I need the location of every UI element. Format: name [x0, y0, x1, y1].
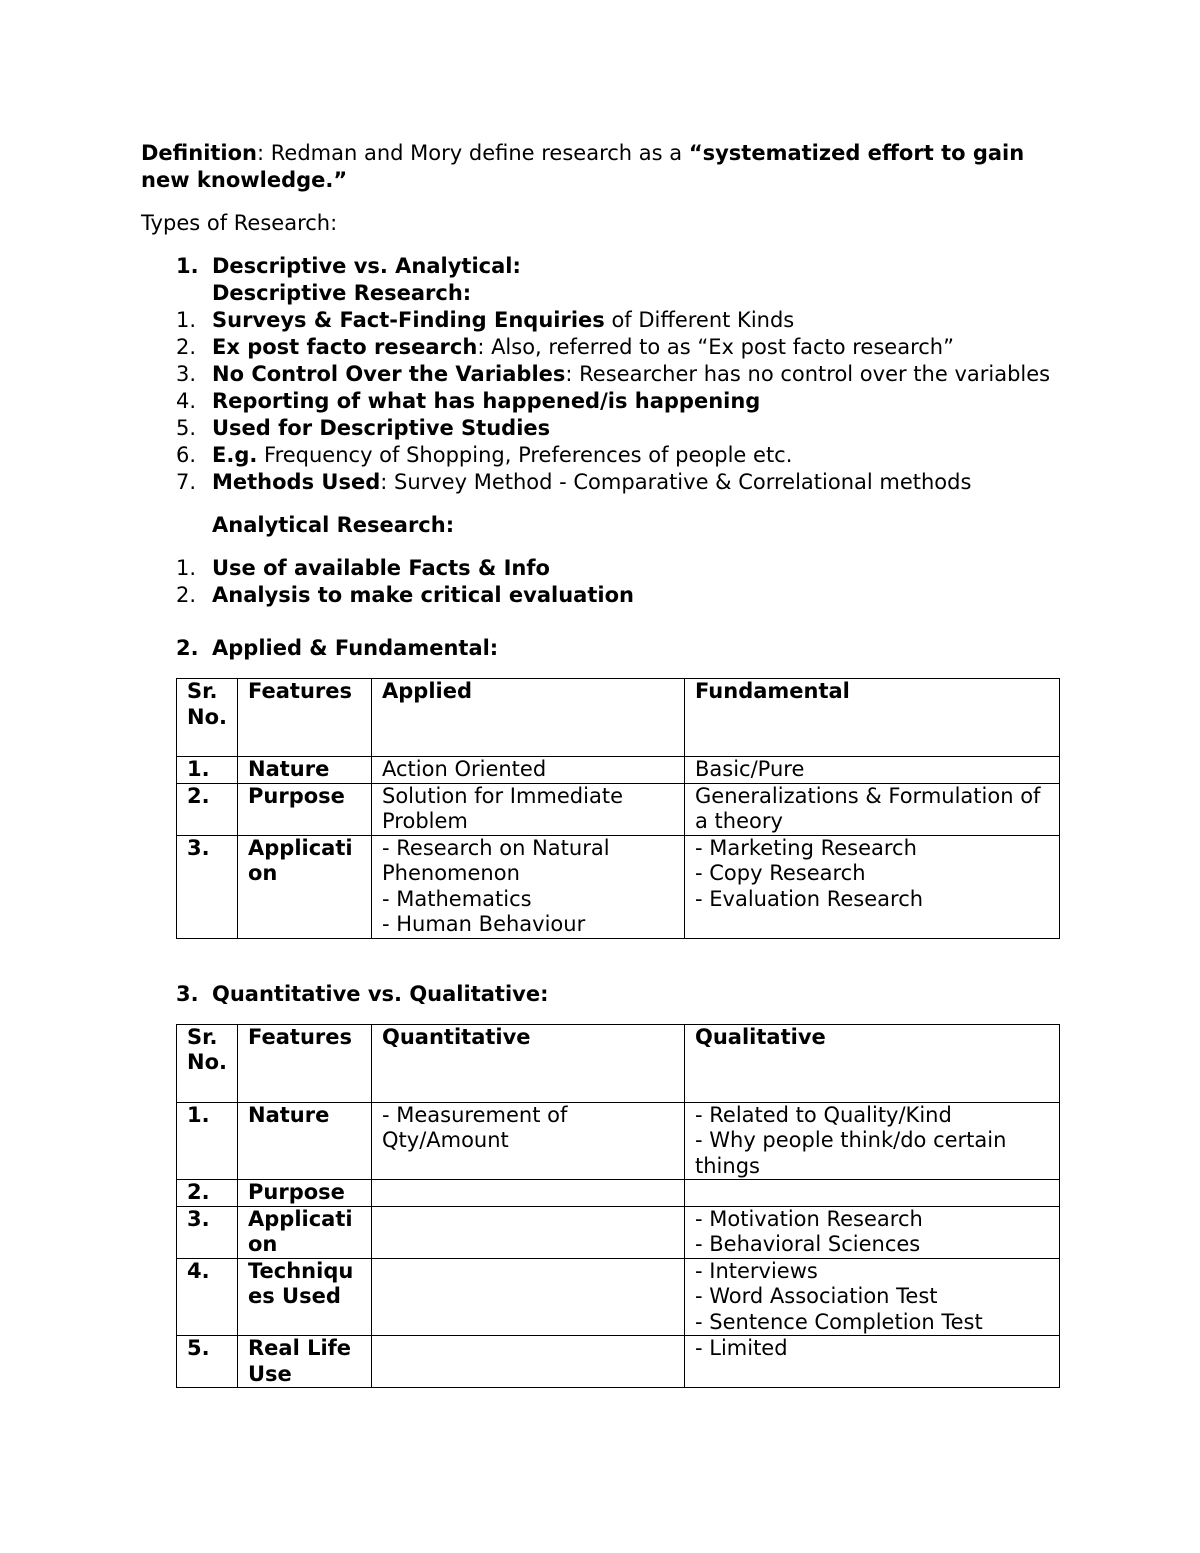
section-applied-fundamental — [141, 635, 1061, 662]
section1-heading — [176, 253, 1061, 280]
table-row: 4. Techniques Used - Interviews - Word Association Test - Sentence Completion Test — [177, 1258, 1060, 1336]
types-heading: Types of Research: — [141, 211, 338, 235]
header-cell: Fundamental — [685, 679, 1060, 757]
table-row: 3. Application - Motivation Research - Behavioral Sciences — [177, 1206, 1060, 1258]
list-item: 6. E.g. Frequency of Shopping, Preferences of people etc. — [176, 443, 793, 467]
list-item: 5. Used for Descriptive Studies — [176, 416, 551, 440]
header-cell: Features — [238, 679, 372, 757]
table-header-row — [177, 679, 1060, 757]
header-cell: Applied — [372, 679, 685, 757]
document-page — [141, 140, 1061, 1388]
list-item: 3. No Control Over the Variables: Researcher has no control over the variables — [176, 362, 1051, 386]
section1-number: 1. — [176, 254, 199, 278]
quantitative-qualitative-table — [176, 1024, 1060, 1389]
list-item: 2. Analysis to make critical evaluation — [176, 583, 634, 607]
table-row: 1. Nature - Measurement of Qty/Amount - Related to Quality/Kind - Why people think/do certain things — [177, 1102, 1060, 1180]
section-quantitative-qualitative — [141, 981, 1061, 1008]
header-cell: Sr. No. — [177, 1024, 238, 1102]
definition-label: Definition — [141, 141, 258, 165]
section3-title: Quantitative vs. Qualitative: — [212, 981, 549, 1006]
list-item: 7. Methods Used: Survey Method - Comparative & Correlational methods — [176, 470, 972, 494]
table-header-row — [177, 1024, 1060, 1102]
header-cell: Quantitative — [372, 1024, 685, 1102]
definition-text: Redman and Mory define research as a — [264, 141, 689, 165]
analytical-list — [141, 555, 1061, 609]
section3-number: 3. — [176, 981, 199, 1006]
table-row: 1. Nature Action Oriented Basic/Pure — [177, 757, 1060, 784]
section-descriptive-analytical — [141, 253, 1061, 307]
descriptive-list — [141, 307, 1061, 496]
definition-colon: : — [257, 141, 265, 165]
table-row: 5. Real Life Use - Limited — [177, 1336, 1060, 1388]
list-item: 1. Use of available Facts & Info — [176, 556, 550, 580]
list-item: 2. Ex post facto research: Also, referred to as “Ex post facto research” — [176, 335, 954, 359]
table-row: 2. Purpose — [177, 1180, 1060, 1207]
definition-paragraph — [141, 140, 1061, 194]
table-row: 2. Purpose Solution for Immediate Problem Generalizations & Formulation of a theory — [177, 783, 1060, 835]
header-cell: Sr. No. — [177, 679, 238, 757]
section1-title: Descriptive vs. Analytical: — [212, 254, 521, 278]
table-row: 3. Application - Research on Natural Phenomenon - Mathematics - Human Behaviour - Marketing Research - Copy Research - Evaluation Research — [177, 835, 1060, 938]
header-cell: Features — [238, 1024, 372, 1102]
analytical-heading: Analytical Research: — [212, 513, 455, 537]
header-cell: Qualitative — [685, 1024, 1060, 1102]
list-item: 1. Surveys & Fact-Finding Enquiries of Different Kinds — [176, 308, 795, 332]
section2-heading — [176, 635, 1061, 662]
descriptive-heading: Descriptive Research: — [212, 281, 472, 305]
definition-quote: “systematized effort to gain new knowledge.” — [141, 141, 1025, 192]
section2-title: Applied & Fundamental: — [212, 636, 499, 660]
applied-fundamental-table — [176, 678, 1060, 939]
section3-heading — [176, 981, 1061, 1008]
list-item: 4. Reporting of what has happened/is happening — [176, 389, 761, 413]
section2-number: 2. — [176, 636, 199, 660]
